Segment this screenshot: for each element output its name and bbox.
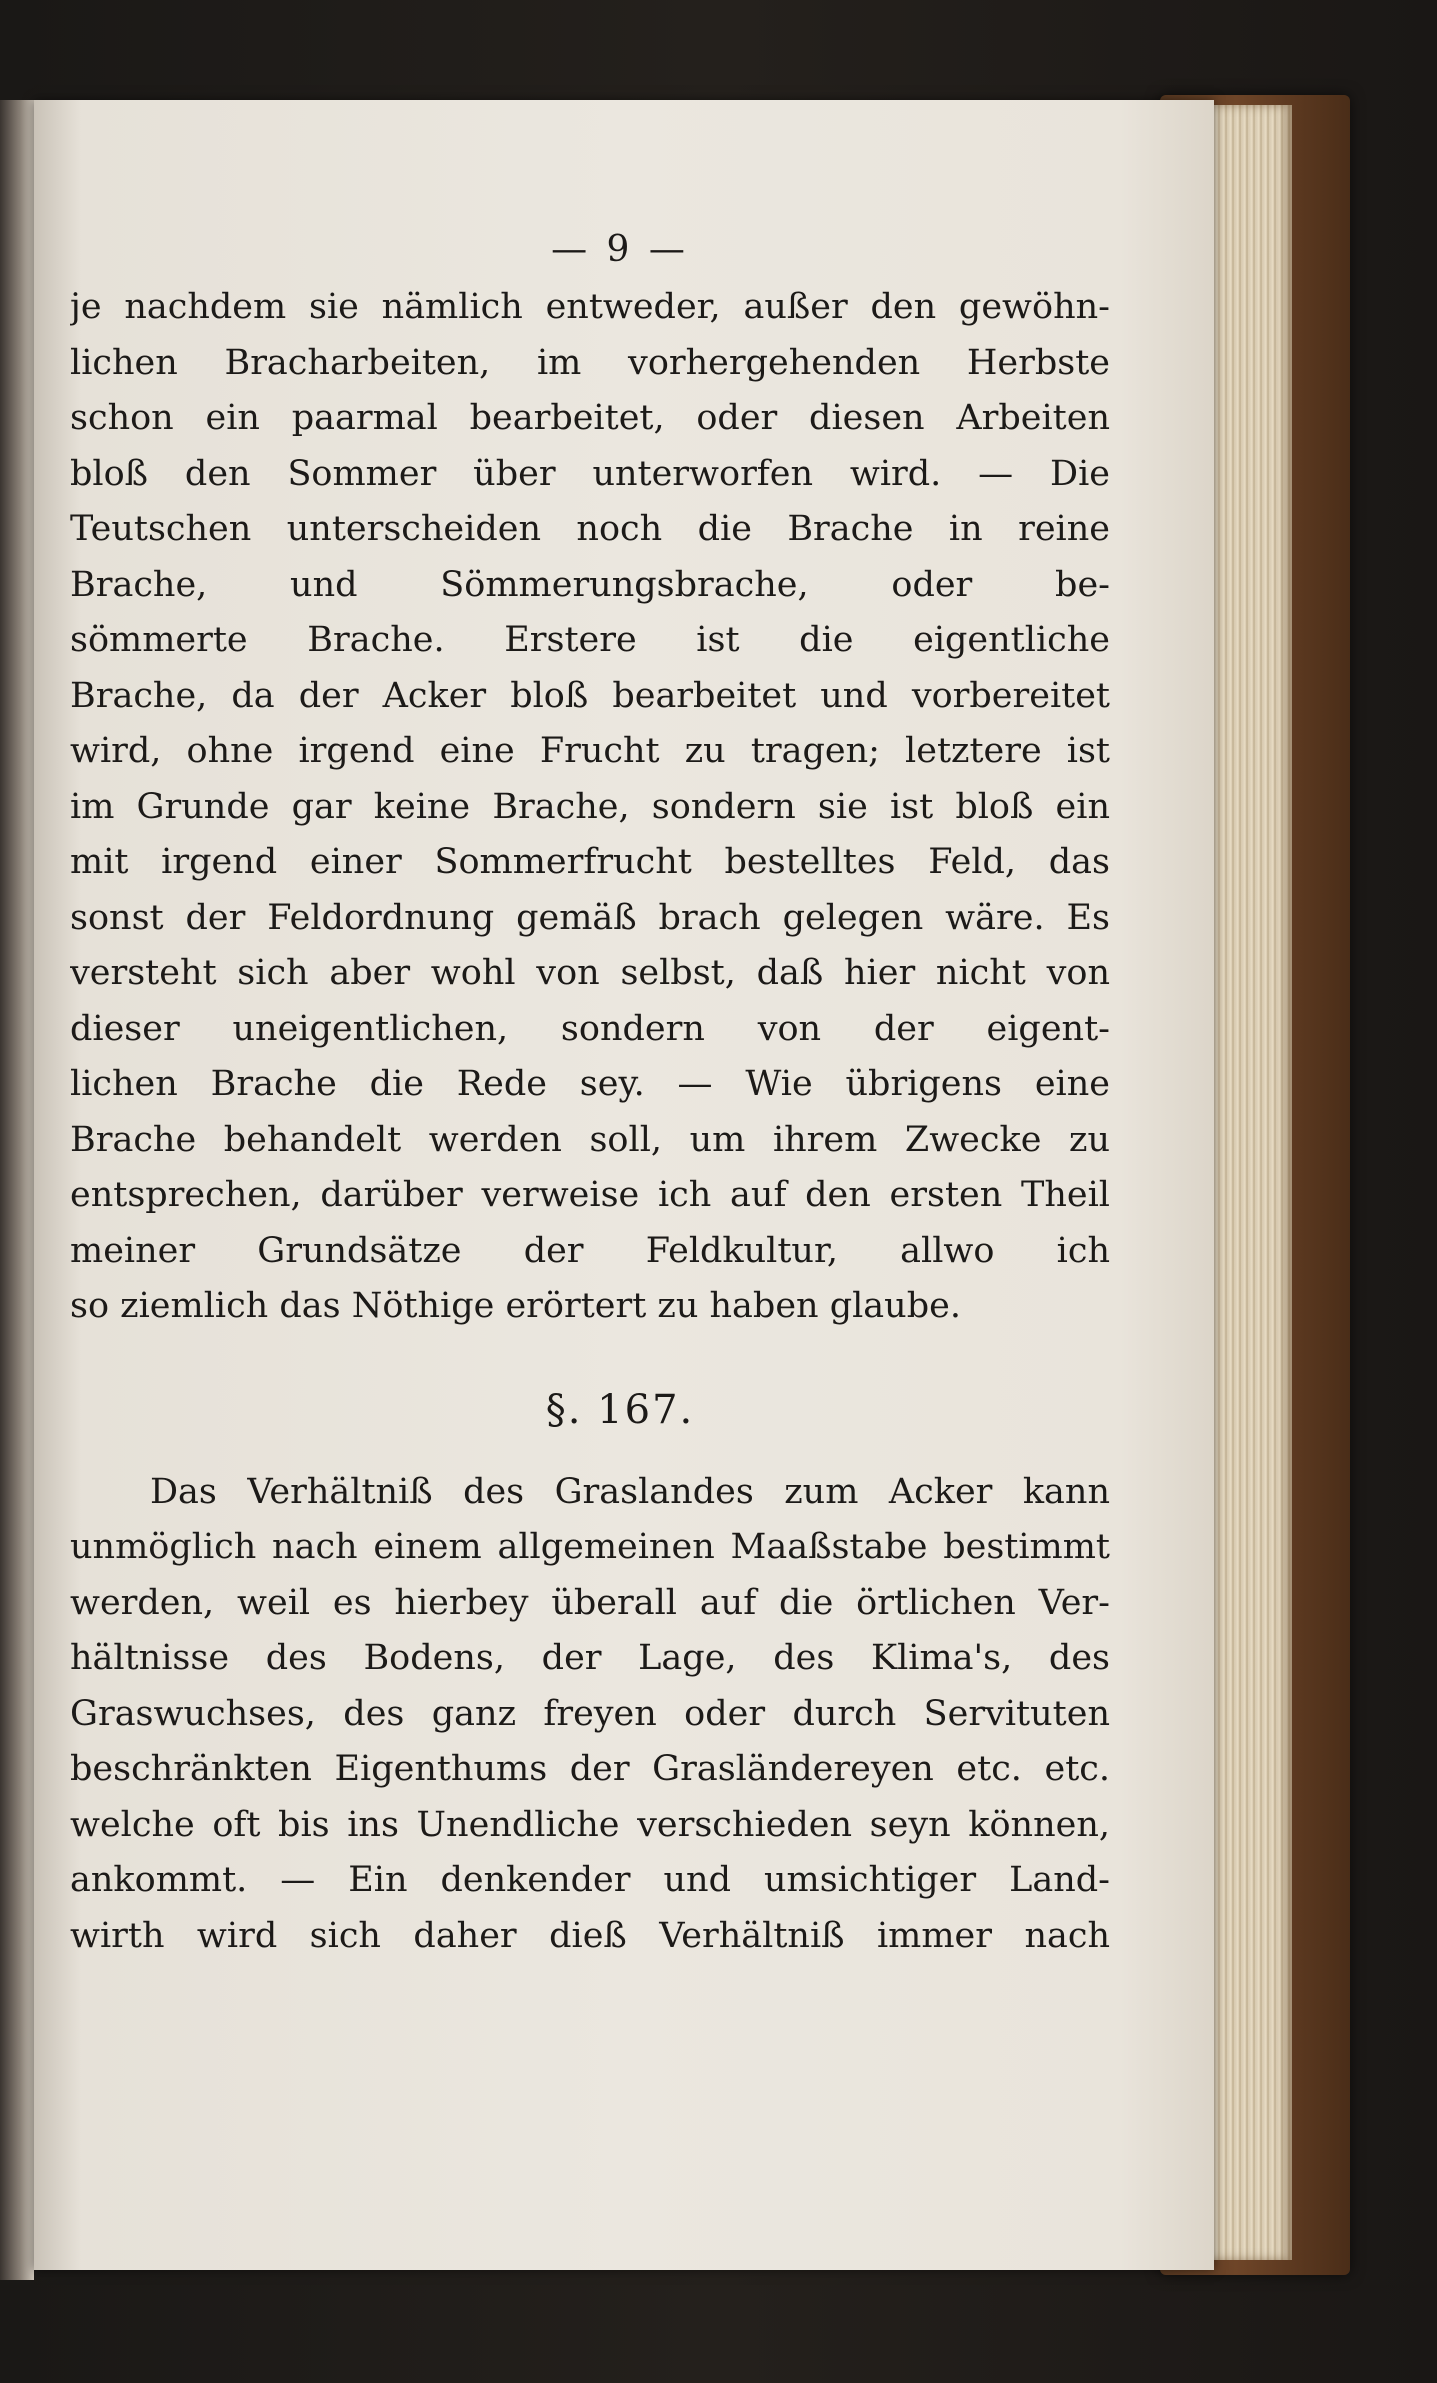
text-line: unmöglich nach einem allgemeinen Maaßstabe bestimmt xyxy=(70,1527,1110,1567)
text-line: versteht sich aber wohl von selbst, daß hier nicht von xyxy=(70,953,1110,993)
page-number: — 9 — xyxy=(551,229,689,270)
text-line: dieser uneigentlichen, sondern von der eigent- xyxy=(70,1008,1110,1049)
book-page xyxy=(34,100,1214,2270)
text-line: welche oft bis ins Unendliche verschieden seyn können, xyxy=(70,1804,1110,1845)
text-line: wird, ohne irgend eine Frucht zu tragen; letztere ist xyxy=(70,731,1110,771)
text-line: lichen Brache die Rede sey. — Wie übrigens eine xyxy=(70,1064,1110,1104)
section-heading: §. 167. xyxy=(545,1386,695,1433)
text-line: Brache behandelt werden soll, um ihrem Zwecke zu xyxy=(70,1119,1110,1160)
text-line: bloß den Sommer über unterworfen wird. — Die xyxy=(70,453,1110,494)
text-line: werden, weil es hierbey überall auf die örtlichen Ver- xyxy=(70,1582,1110,1623)
text-line: sonst der Feldordnung gemäß brach gelegen wäre. Es xyxy=(70,897,1110,938)
text-line: ankommt. — Ein denkender und umsichtiger Land- xyxy=(70,1860,1110,1900)
text-line: Teutschen unterscheiden noch die Brache in reine xyxy=(70,509,1110,549)
text-line: Das Verhältniß des Graslandes zum Acker kann xyxy=(150,1471,1110,1512)
text-line: lichen Bracharbeiten, im vorhergehenden Herbste xyxy=(70,342,1110,383)
text-line: im Grunde gar keine Brache, sondern sie ist bloß ein xyxy=(70,786,1110,827)
page-content xyxy=(70,220,1110,1964)
paragraph-grasland xyxy=(70,1465,1110,1965)
text-line: Graswuchses, des ganz freyen oder durch Servituten xyxy=(70,1693,1110,1734)
text-line: entsprechen, darüber verweise ich auf den ersten Theil xyxy=(70,1175,1110,1215)
previous-page-edge xyxy=(0,100,34,2280)
text-line: wirth wird sich daher dieß Verhältniß immer nach xyxy=(70,1915,1110,1956)
text-line: meiner Grundsätze der Feldkultur, allwo ich xyxy=(70,1230,1110,1271)
text-line: mit irgend einer Sommerfrucht bestelltes Feld, das xyxy=(70,842,1110,882)
page-edges xyxy=(1205,105,1292,2260)
paragraph-brache xyxy=(70,280,1110,1335)
text-line: so ziemlich das Nöthige erörtert zu haben glaube. xyxy=(70,1286,961,1326)
text-line: schon ein paarmal bearbeitet, oder diesen Arbeiten xyxy=(70,398,1110,438)
text-line: je nachdem sie nämlich entweder, außer den gewöhn- xyxy=(70,287,1110,327)
text-line: hältnisse des Bodens, der Lage, des Klima's, des xyxy=(70,1638,1110,1678)
text-line: Brache, und Sömmerungsbrache, oder be- xyxy=(70,564,1110,605)
text-line: beschränkten Eigenthums der Grasländereyen etc. etc. xyxy=(70,1749,1110,1789)
text-line: Brache, da der Acker bloß bearbeitet und vorbereitet xyxy=(70,675,1110,716)
text-line: sömmerte Brache. Erstere ist die eigentliche xyxy=(70,620,1110,660)
